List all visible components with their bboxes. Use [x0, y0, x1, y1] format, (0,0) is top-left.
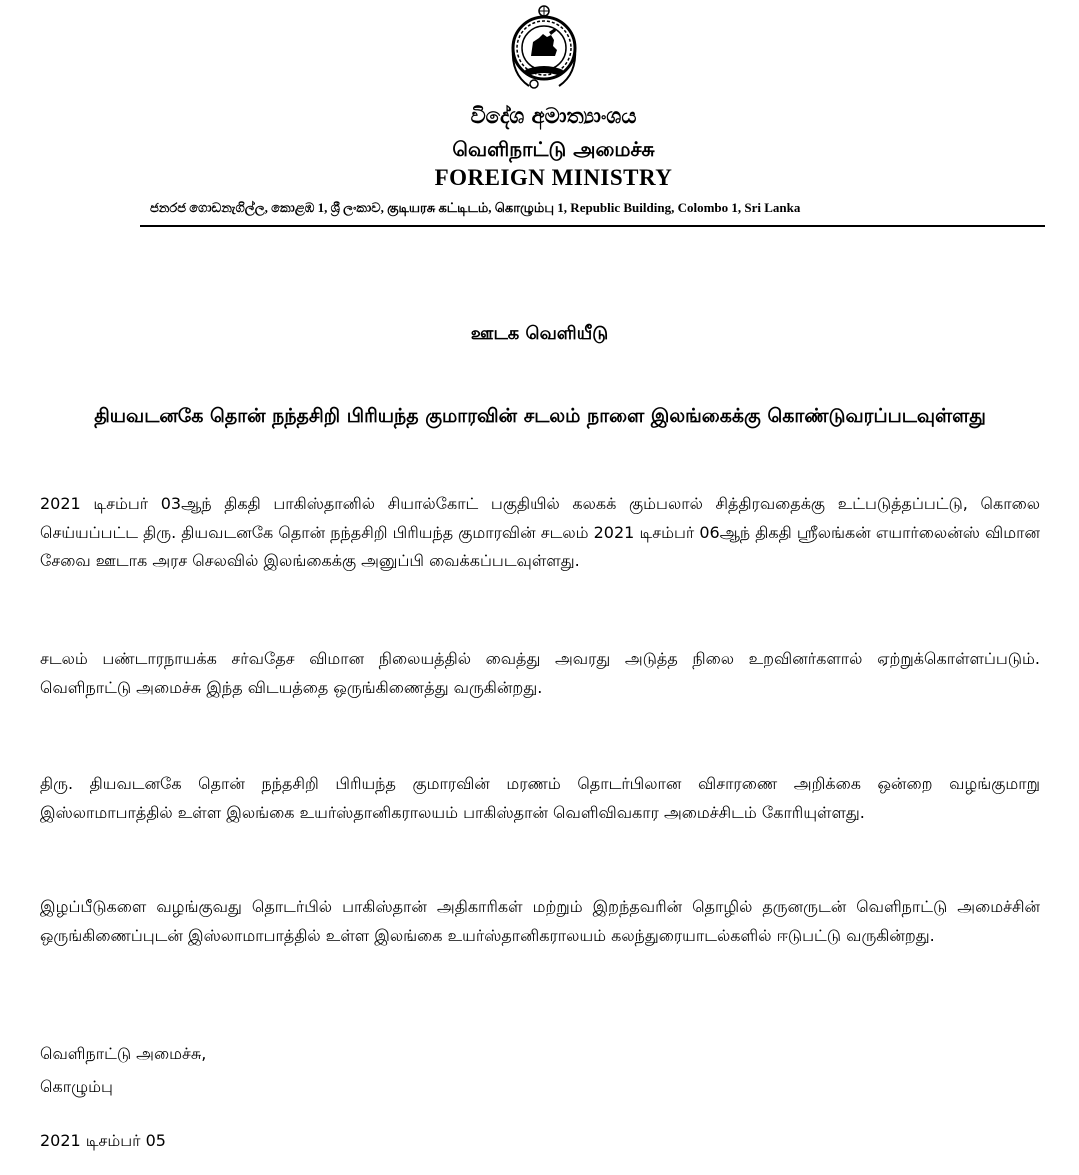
- body-paragraph-1: 2021 டிசம்பர் 03ஆந் திகதி பாகிஸ்தானில் சியால்கோட் பகுதியில் கலகக் கும்பலால் சித்திரவதைக்கு உட்படுத்தப்பட்டு, கொலை செய்யப்பட்ட திரு. தியவடனகே தொன் நந்தசிறி பிரியந்த குமாரவின் சடலம் 2021 டிசம்பர் 06ஆந் திகதி ஸ்ரீலங்கன் எயார்லைன்ஸ் விமான சேவை ஊடாக அரச செலவில் இலங்கைக்கு அனுப்பி வைக்கப்படவுள்ளது.: [40, 494, 1041, 570]
- body-paragraph-2: சடலம் பண்டாரநாயக்க சர்வதேச விமான நிலையத்தில் வைத்து அவரது அடுத்த நிலை உறவினர்களால் ஏற்றுக்கொள்ளப்படும். வெளிநாட்டு அமைச்சு இந்த விடயத்தை ஒருங்கிணைத்து வருகின்றது.: [40, 649, 1040, 697]
- sri-lanka-national-emblem-icon: [509, 4, 579, 92]
- signature-city: கொழும்பு: [40, 1077, 113, 1096]
- body-paragraph-3: திரு. தியவடனகே தொன் நந்தசிறி பிரியந்த குமாரவின் மரணம் தொடர்பிலான விசாரணை அறிக்கை ஒன்றை வழங்குமாறு இஸ்லாமாபாத்தில் உள்ள இலங்கை உயர்ஸ்தானிகராலயம் பாகிஸ்தான் வெளிவிவகார அமைச்சிடம் கோரியுள்ளது.: [40, 774, 1040, 822]
- body-paragraph-4: இழப்பீடுகளை வழங்குவது தொடர்பில் பாகிஸ்தான் அதிகாரிகள் மற்றும் இறந்தவரின் தொழில் தருனருடன் வெளிநாட்டு அமைச்சின் ஒருங்கிணைப்புடன் இஸ்லாமாபாத்தில் உள்ள இலங்கை உயர்ஸ்தானிகராலயம் கலந்துரையாடல்களில் ஈடுபட்டு வருகின்றது.: [40, 897, 1040, 945]
- ministry-name-english: FOREIGN MINISTRY: [434, 165, 673, 190]
- ministry-address: ජනරජ ගොඩනැගිල්ල, කොළඹ 1, ශ්‍රී ලංකාව, குடியரசு கட்டிடம், கொழும்பு 1, Republic Building, Colombo 1, Sri Lanka: [150, 200, 801, 215]
- signature-ministry: வெளிநாட்டு அமைச்சு,: [40, 1044, 207, 1063]
- letterhead-divider: [140, 225, 1045, 227]
- release-date: 2021 டிசம்பர் 05: [40, 1131, 166, 1150]
- headline: தியவடனகே தொன் நந்தசிறி பிரியந்த குமாரவின் சடலம் நாளை இலங்கைக்கு கொண்டுவரப்படவுள்ளது: [94, 405, 986, 427]
- ministry-name-tamil: வெளிநாட்டு அமைச்சு: [452, 137, 655, 161]
- press-release-label: ஊடக வெளியீடு: [470, 323, 609, 344]
- ministry-name-sinhala: විදේශ අමාත්‍යාංශය: [470, 104, 637, 128]
